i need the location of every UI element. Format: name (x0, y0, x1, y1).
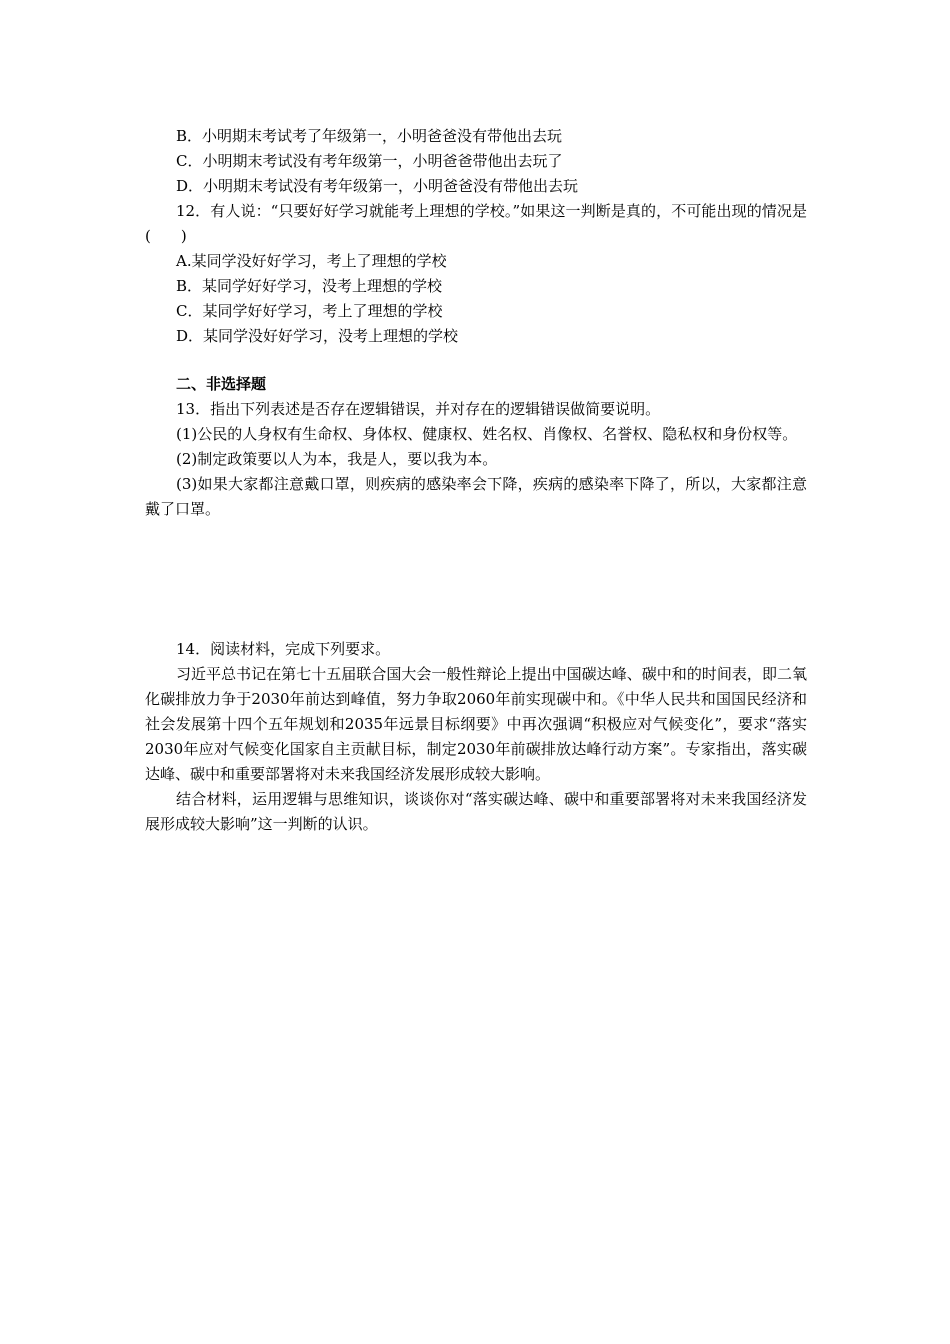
q12-option-a: A.某同学没好好学习，考上了理想的学校 (176, 252, 447, 270)
document-page (145, 124, 807, 837)
q14-stem: 14．阅读材料，完成下列要求。 (176, 640, 391, 658)
q11-option-d: D．小明期末考试没有考年级第一，小明爸爸没有带他出去玩 (176, 177, 579, 195)
q12-option-d: D．某同学没好好学习，没考上理想的学校 (176, 327, 459, 345)
q13-item-2: (2)制定政策要以人为本，我是人，要以我为本。 (176, 450, 498, 468)
q13-stem: 13．指出下列表述是否存在逻辑错误，并对存在的逻辑错误做简要说明。 (176, 400, 661, 418)
q13-item-1: (1)公民的人身权有生命权、身体权、健康权、姓名权、肖像权、名誉权、隐私权和身份权等。 (176, 425, 798, 443)
q11-option-b: B．小明期末考试考了年级第一，小明爸爸没有带他出去玩 (176, 127, 563, 145)
q14-requirement: 结合材料，运用逻辑与思维知识，谈谈你对“落实碳达峰、碳中和重要部署将对未来我国经济发展形成较大影响”这一判断的认识。 (145, 790, 807, 833)
q14-material: 习近平总书记在第七十五届联合国大会一般性辩论上提出中国碳达峰、碳中和的时间表，即二氧化碳排放力争于2030年前达到峰值，努力争取2060年前实现碳中和。《中华人民共和国国民经济和社会发展第十四个五年规划和2035年远景目标纲要》中再次强调“积极应对气候变化”，要求“落实2030年应对气候变化国家自主贡献目标，制定2030年前碳排放达峰行动方案”。专家指出，落实碳达峰、碳中和重要部署将对未来我国经济发展形成较大影响。 (145, 665, 807, 783)
q13-item-3: (3)如果大家都注意戴口罩，则疾病的感染率会下降，疾病的感染率下降了，所以，大家都注意戴了口罩。 (145, 475, 807, 518)
q12-stem: 12．有人说：“只要好好学习就能考上理想的学校。”如果这一判断是真的，不可能出现的情况是( ) (145, 202, 807, 245)
q12-option-c: C．某同学好好学习，考上了理想的学校 (176, 302, 443, 320)
q12-option-b: B．某同学好好学习，没考上理想的学校 (176, 277, 443, 295)
section-heading: 二、非选择题 (176, 375, 267, 393)
q11-option-c: C．小明期末考试没有考年级第一，小明爸爸带他出去玩了 (176, 152, 563, 170)
